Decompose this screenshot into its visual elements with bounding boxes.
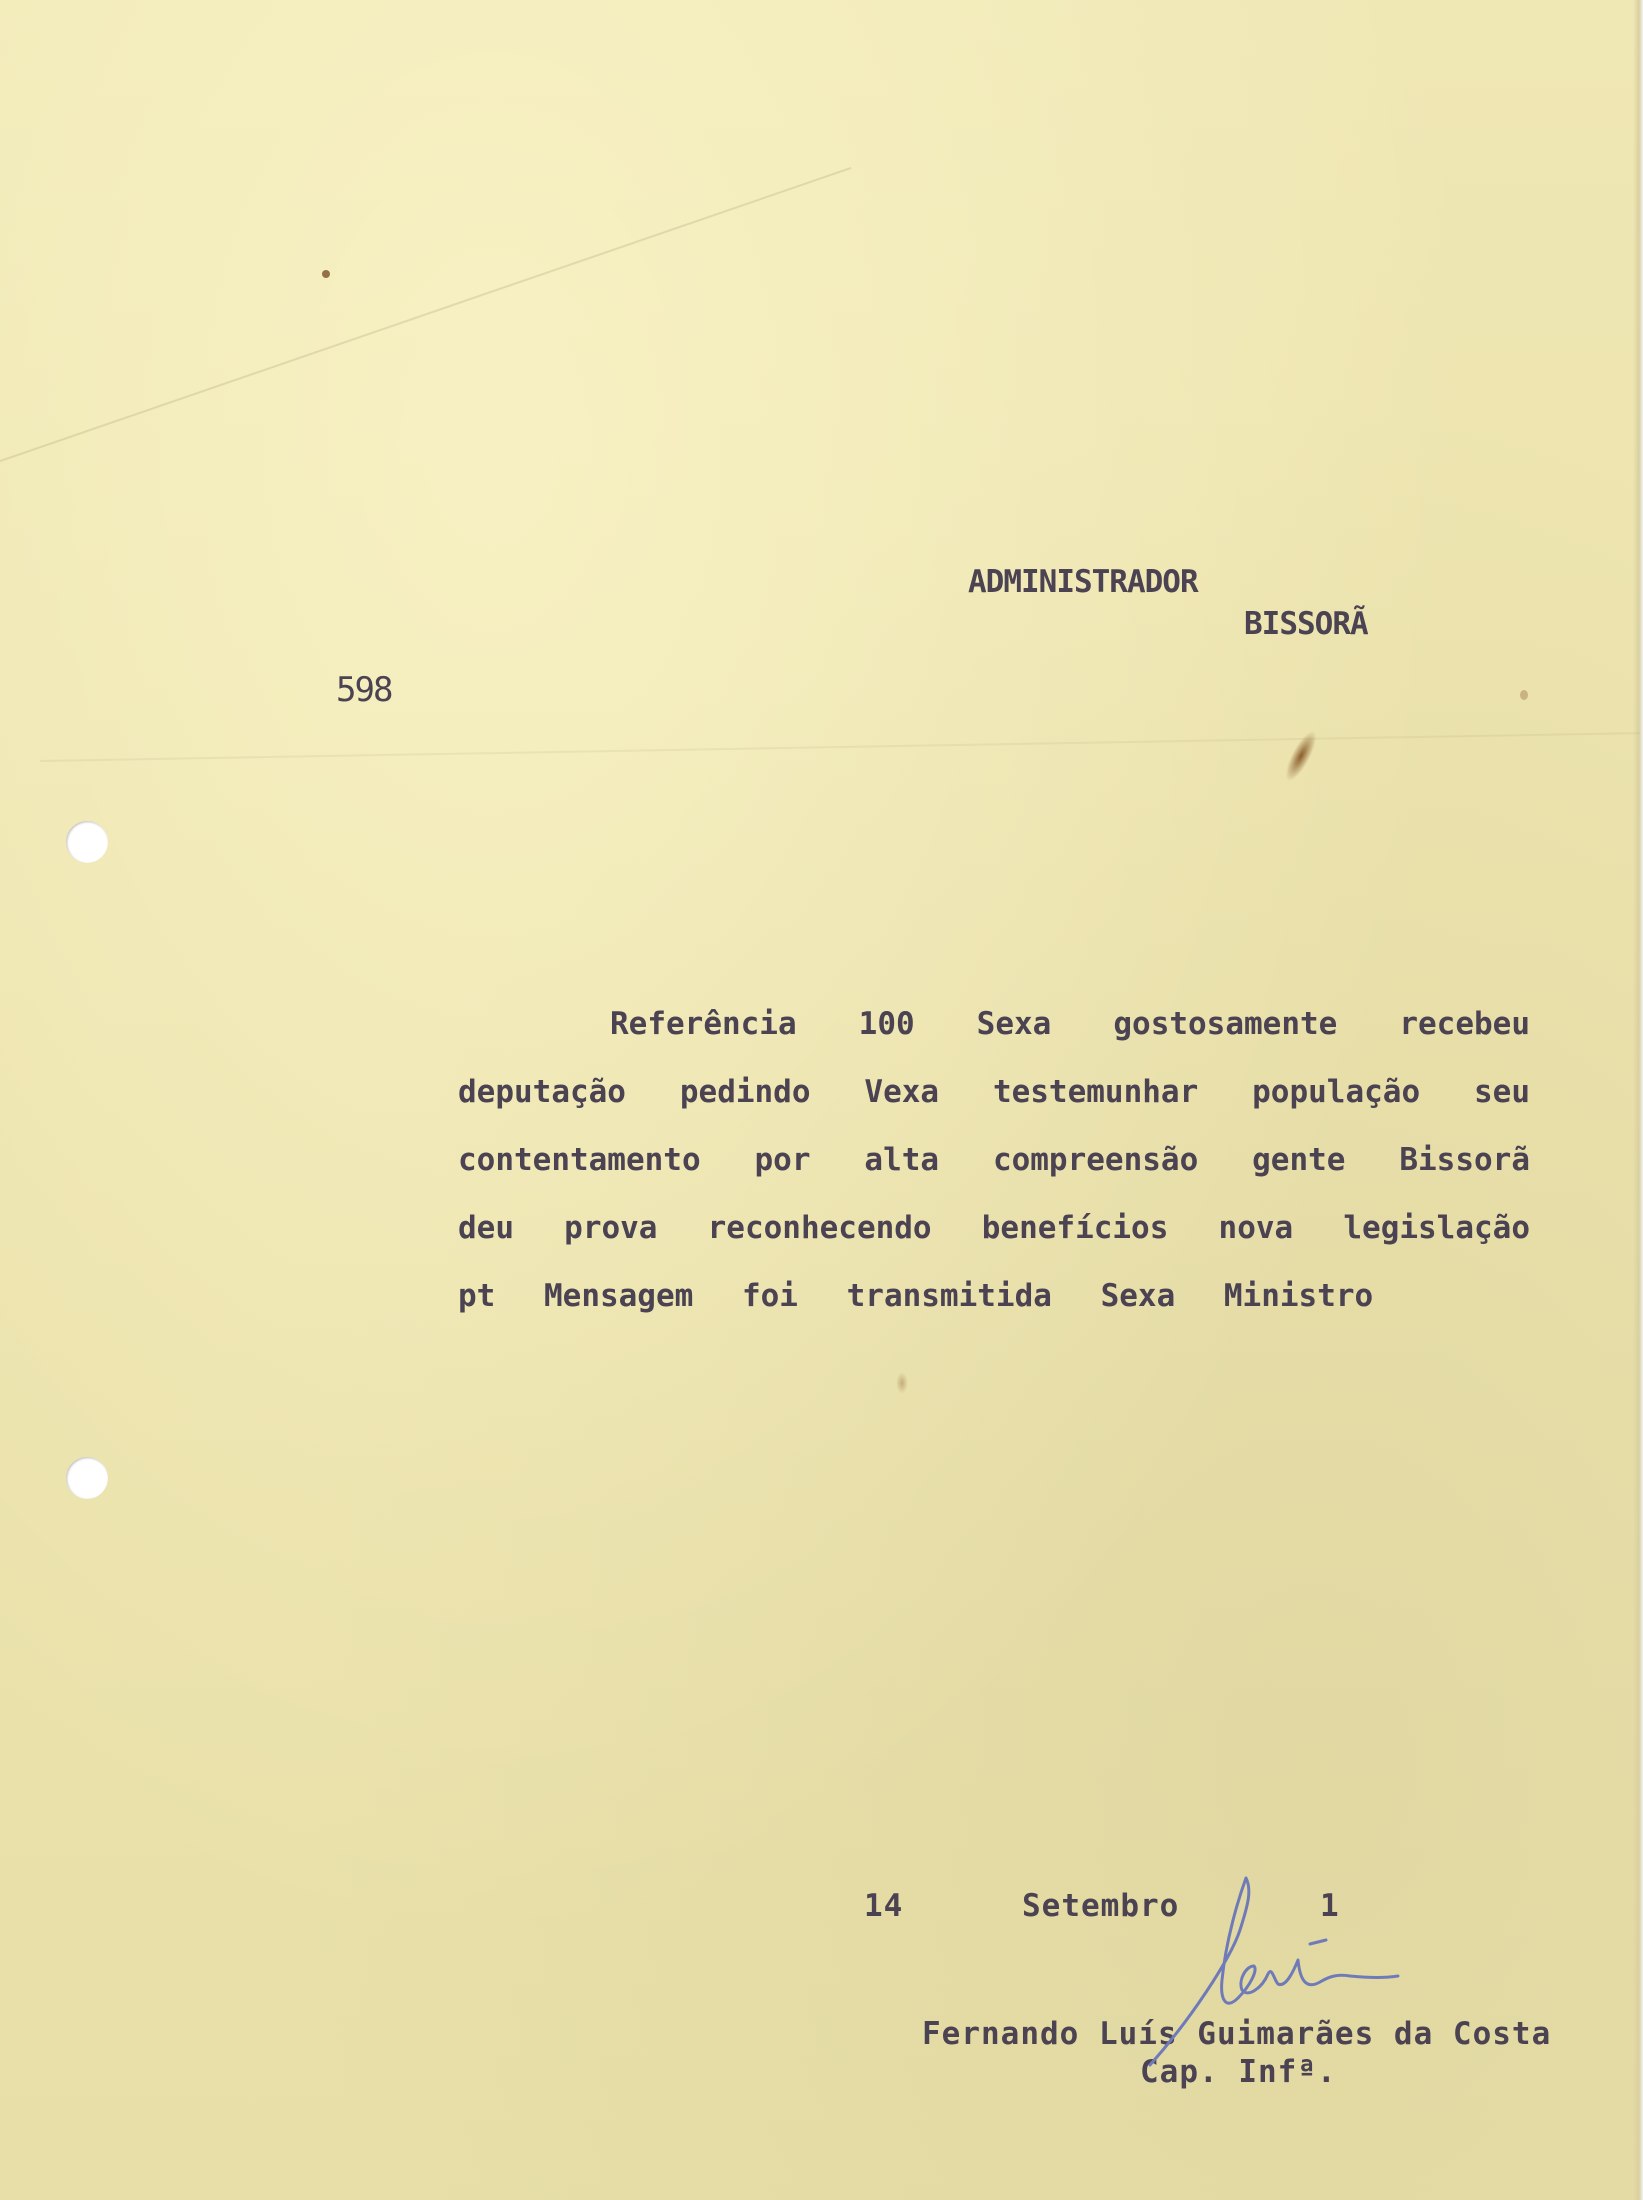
body-line: deu prova reconhecendo benefícios nova legislação xyxy=(458,1210,1530,1246)
body-line: contentamento por alta compreensão gente Bissorã xyxy=(458,1142,1530,1178)
paper-crease xyxy=(0,167,851,462)
handwritten-signature xyxy=(1130,1870,1420,2080)
page-edge xyxy=(1633,0,1643,2200)
body-line: pt Mensagem foi transmitida Sexa Ministro xyxy=(458,1278,1374,1314)
addressee-title: ADMINISTRADOR xyxy=(968,564,1198,600)
punch-hole-bottom xyxy=(66,1457,108,1499)
signatory-rank: Cap. Infª. xyxy=(1140,2054,1337,2090)
punch-hole-top xyxy=(66,821,108,863)
body-line: deputação pedindo Vexa testemunhar população seu xyxy=(458,1074,1530,1110)
paper-crease xyxy=(40,732,1640,762)
reference-number: 598 xyxy=(336,670,392,710)
addressee-location: BISSORÃ xyxy=(1244,606,1368,642)
body-line: Referência 100 Sexa gostosamente recebeu xyxy=(610,1006,1530,1042)
rust-stain xyxy=(1280,727,1322,785)
date-year: 1 xyxy=(1320,1888,1340,1924)
small-stain xyxy=(322,270,330,278)
signatory-name: Fernando Luís Guimarães da Costa xyxy=(922,2016,1552,2052)
message-body xyxy=(458,990,1530,1330)
small-stain xyxy=(896,1372,908,1394)
small-stain xyxy=(1520,690,1528,700)
date-day: 14 xyxy=(864,1888,904,1924)
date-month: Setembro xyxy=(1022,1888,1180,1924)
